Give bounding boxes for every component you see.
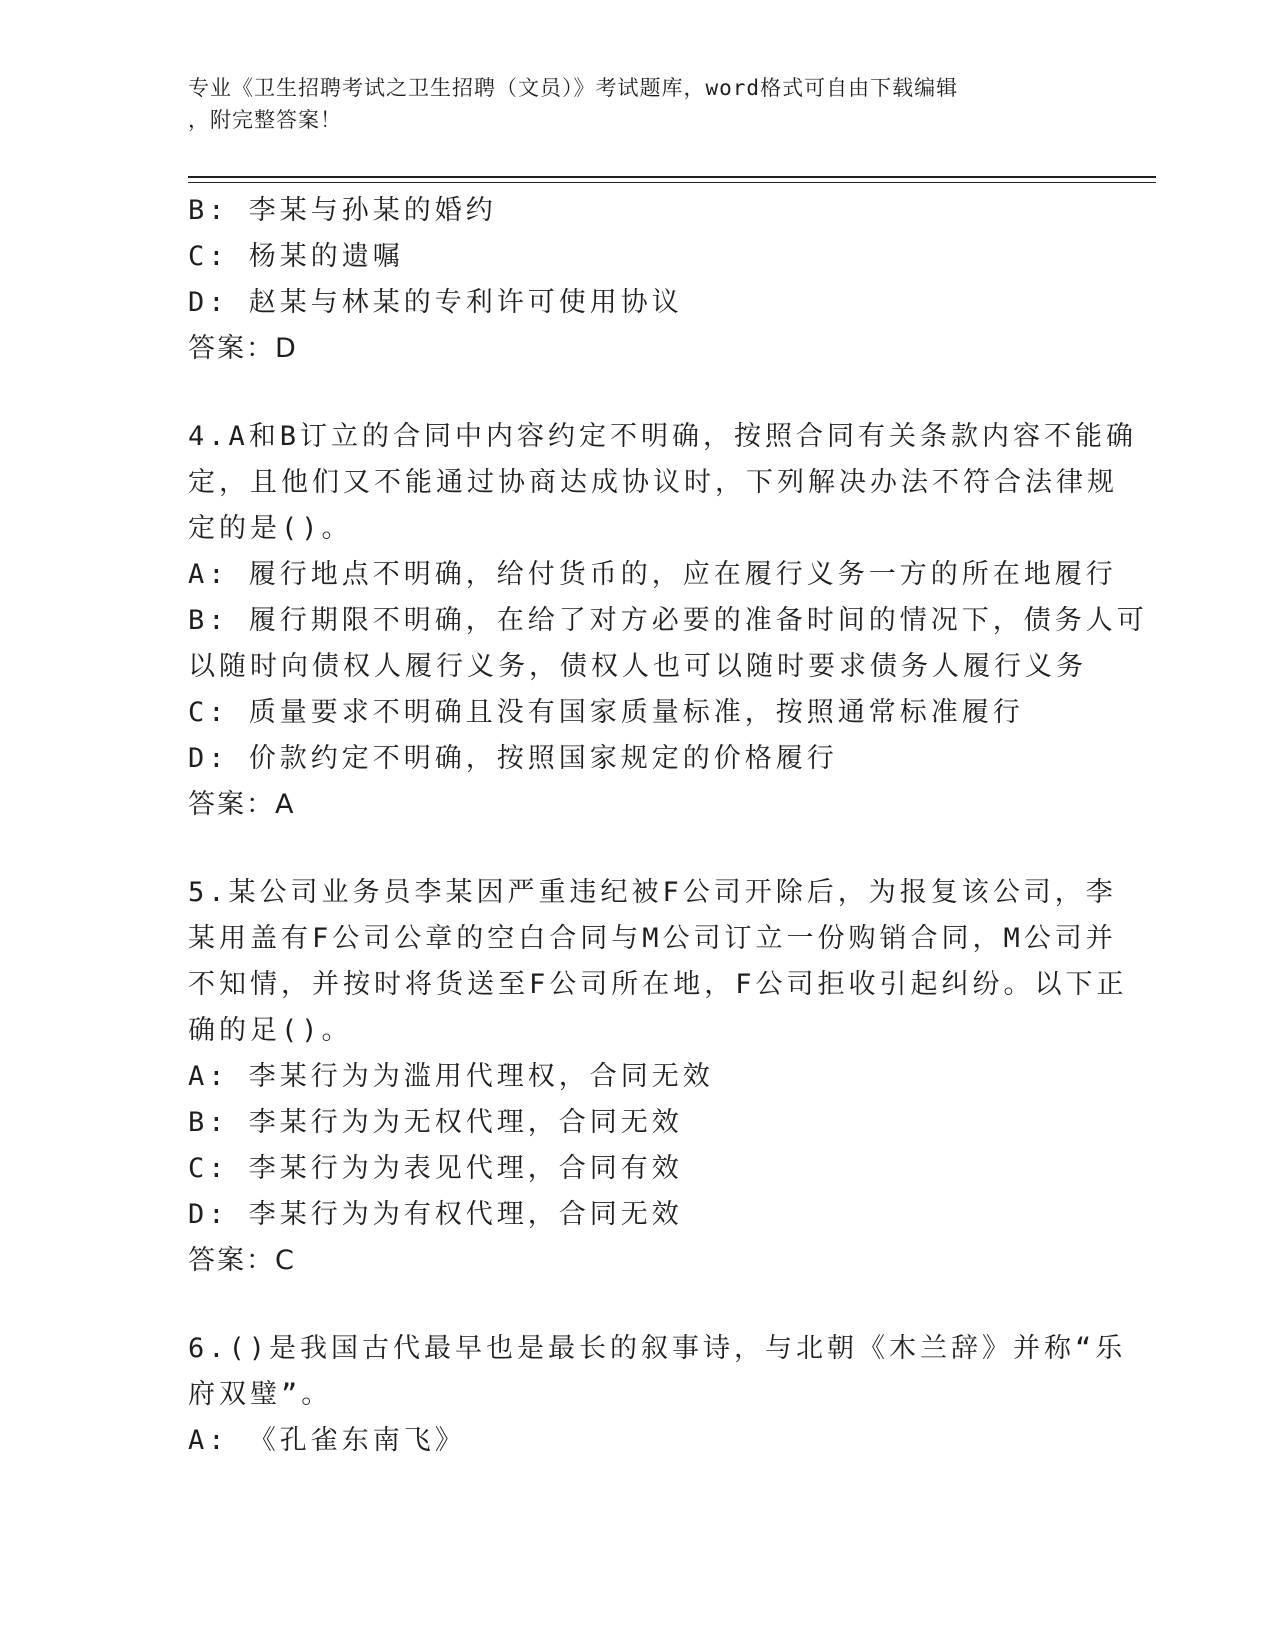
question-text-line: 定，且他们又不能通过协商达成协议时，下列解决办法不符合法律规 <box>188 467 1118 498</box>
answer-line: 答案：D <box>188 333 298 364</box>
option-d: D: 赵某与林某的专利许可使用协议 <box>188 287 683 318</box>
option-a: A: 李某行为为滥用代理权，合同无效 <box>188 1061 714 1092</box>
option-d: D: 李某行为为有权代理，合同无效 <box>188 1199 683 1230</box>
question-block-3 <box>188 188 1088 372</box>
header-line-2: ，附完整答案！ <box>188 108 342 132</box>
option-c: C: 质量要求不明确且没有国家质量标准，按照通常标准履行 <box>188 697 1024 728</box>
question-block-5 <box>188 870 1128 1284</box>
question-text-line: 某用盖有F公司公章的空白合同与M公司订立一份购销合同，M公司并 <box>188 923 1117 954</box>
header-line-1: 专业《卫生招聘考试之卫生招聘（文员）》考试题库，word格式可自由下载编辑 <box>188 76 959 100</box>
question-block-6 <box>188 1326 1127 1464</box>
option-c: C: 李某行为为表见代理，合同有效 <box>188 1153 683 1184</box>
document-header <box>188 72 1088 136</box>
option-a: A: 履行地点不明确，给付货币的，应在履行义务一方的所在地履行 <box>188 559 1117 590</box>
answer-line: 答案：C <box>188 1245 296 1276</box>
option-b: B: 履行期限不明确，在给了对方必要的准备时间的情况下，债务人可 <box>188 605 1148 636</box>
option-b: B: 李某与孙某的婚约 <box>188 195 497 226</box>
question-text-line: 不知情，并按时将货送至F公司所在地，F公司拒收引起纠纷。以下正 <box>188 969 1128 1000</box>
header-divider-thin <box>188 182 1156 183</box>
question-text-line: 4.A和B订立的合同中内容约定不明确，按照合同有关条款内容不能确 <box>188 421 1138 452</box>
question-block-4 <box>188 414 1148 828</box>
question-text-line: 5.某公司业务员李某因严重违纪被F公司开除后，为报复该公司，李 <box>188 877 1117 908</box>
option-c: C: 杨某的遗嘱 <box>188 241 404 272</box>
option-b: B: 李某行为为无权代理，合同无效 <box>188 1107 683 1138</box>
question-text-line: 6.()是我国古代最早也是最长的叙事诗，与北朝《木兰辞》并称“乐 <box>188 1333 1127 1364</box>
question-text-line: 确的足()。 <box>188 1015 353 1046</box>
header-divider-thick <box>188 176 1156 178</box>
question-content <box>188 188 1148 1464</box>
question-text-line: 府双璧”。 <box>188 1379 333 1410</box>
option-a: A: 《孔雀东南飞》 <box>188 1425 466 1456</box>
option-b-continued: 以随时向债权人履行义务，债权人也可以随时要求债务人履行义务 <box>188 651 1087 682</box>
answer-line: 答案：A <box>188 789 296 820</box>
option-d: D: 价款约定不明确，按照国家规定的价格履行 <box>188 743 838 774</box>
question-text-line: 定的是()。 <box>188 513 353 544</box>
